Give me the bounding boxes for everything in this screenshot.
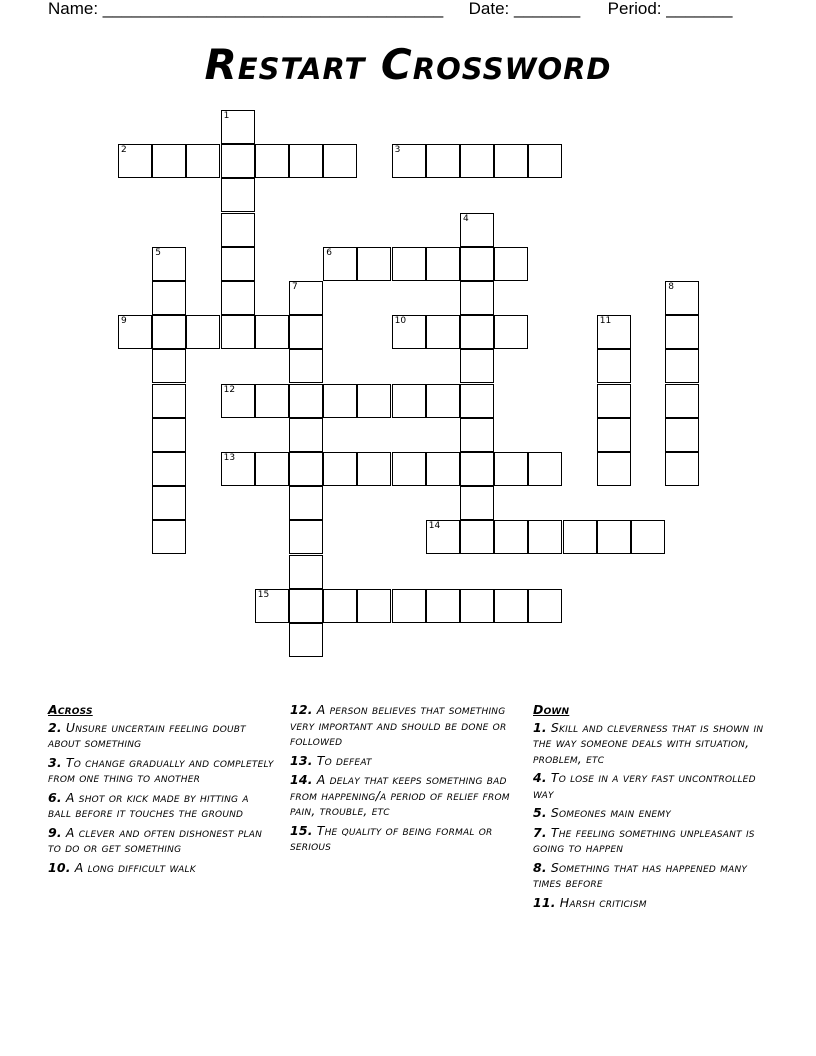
grid-cell[interactable] <box>563 520 597 554</box>
grid-cell[interactable] <box>323 247 357 281</box>
grid-cell[interactable] <box>152 452 186 486</box>
period-field-label: Period: _______ <box>607 0 733 18</box>
grid-cell[interactable] <box>426 247 460 281</box>
grid-cell[interactable] <box>665 384 699 418</box>
page-title: Restart Crossword <box>204 40 612 89</box>
grid-cell[interactable] <box>118 315 152 349</box>
grid-cell[interactable] <box>289 589 323 623</box>
grid-cell[interactable] <box>631 520 665 554</box>
grid-cell[interactable] <box>597 384 631 418</box>
cell-number: 4 <box>463 213 469 224</box>
grid-cell[interactable] <box>665 452 699 486</box>
cell-number: 12 <box>223 384 236 395</box>
cell-number: 1 <box>223 111 230 121</box>
grid-cell[interactable] <box>221 247 255 281</box>
grid-cell[interactable] <box>357 452 391 486</box>
clue-down-7: 7. The feeling something unpleasant is going to happen <box>533 824 755 855</box>
grid-cell[interactable] <box>221 110 255 144</box>
across-heading: Across <box>48 702 93 717</box>
clue-across-6: 6. A shot or kick made by hitting a ball before it touches the ground <box>48 789 249 820</box>
clue-across-15: 15. The quality of being formal or serious <box>290 822 493 853</box>
grid-cell[interactable] <box>460 589 494 623</box>
clue-down-1: 1. Skill and cleverness that is shown in the way someone deals with situation, problem, etc <box>533 719 764 766</box>
clue-across-12: 12. A person believes that something very important and should be done or followed <box>290 702 507 748</box>
grid-cell[interactable] <box>494 452 528 486</box>
grid-cell[interactable] <box>186 315 220 349</box>
cell-number: 13 <box>223 453 236 463</box>
grid-cell[interactable] <box>152 247 186 281</box>
grid-cell[interactable] <box>426 144 460 178</box>
grid-cell[interactable] <box>392 589 426 623</box>
grid-cell[interactable] <box>665 315 699 349</box>
clue-down-11: 11. Harsh criticism <box>533 894 647 910</box>
grid-cell[interactable] <box>323 144 357 178</box>
grid-cell[interactable] <box>460 418 494 452</box>
date-field-label: Date: _______ <box>468 0 581 18</box>
grid-cell[interactable] <box>221 144 255 178</box>
grid-cell[interactable] <box>221 281 255 315</box>
grid-cell[interactable] <box>426 452 460 486</box>
down-heading: Down <box>533 702 570 717</box>
grid-cell[interactable] <box>255 452 289 486</box>
grid-cell[interactable] <box>289 418 323 452</box>
grid-cell[interactable] <box>357 384 391 418</box>
grid-cell[interactable] <box>255 315 289 349</box>
grid-cell[interactable] <box>289 144 323 178</box>
grid-cell[interactable] <box>460 281 494 315</box>
cell-number: 6 <box>326 247 332 258</box>
grid-cell[interactable] <box>357 589 391 623</box>
grid-cell[interactable] <box>118 144 152 178</box>
grid-cell[interactable] <box>255 384 289 418</box>
cell-number: 14 <box>428 521 441 532</box>
cell-number: 8 <box>668 282 674 292</box>
grid-cell[interactable] <box>494 247 528 281</box>
grid-cell[interactable] <box>597 452 631 486</box>
cell-number: 15 <box>257 589 270 600</box>
grid-cell[interactable] <box>357 247 391 281</box>
grid-cell[interactable] <box>597 315 631 349</box>
grid-cell[interactable] <box>289 555 323 589</box>
grid-cell[interactable] <box>289 623 323 657</box>
grid-cell[interactable] <box>152 384 186 418</box>
grid-cell[interactable] <box>221 384 255 418</box>
grid-cell[interactable] <box>528 144 562 178</box>
clue-across-10: 10. A long difficult walk <box>48 859 196 875</box>
grid-cell[interactable] <box>152 144 186 178</box>
cell-number: 7 <box>292 282 298 292</box>
grid-cell[interactable] <box>460 384 494 418</box>
grid-cell[interactable] <box>597 418 631 452</box>
grid-cell[interactable] <box>392 384 426 418</box>
cell-number: 11 <box>599 316 612 327</box>
grid-cell[interactable] <box>221 178 255 212</box>
grid-cell[interactable] <box>221 315 255 349</box>
grid-cell[interactable] <box>152 486 186 520</box>
grid-cell[interactable] <box>289 384 323 418</box>
grid-cell[interactable] <box>460 213 494 247</box>
grid-cell[interactable] <box>460 247 494 281</box>
grid-cell[interactable] <box>460 452 494 486</box>
grid-cell[interactable] <box>426 520 460 554</box>
across-clues-column-continued <box>290 702 522 858</box>
across-clues-column <box>48 702 274 879</box>
grid-cell[interactable] <box>255 144 289 178</box>
grid-cell[interactable] <box>289 520 323 554</box>
grid-cell[interactable] <box>460 315 494 349</box>
grid-cell[interactable] <box>289 315 323 349</box>
grid-cell[interactable] <box>665 281 699 315</box>
grid-cell[interactable] <box>392 144 426 178</box>
grid-cell[interactable] <box>152 418 186 452</box>
grid-cell[interactable] <box>392 247 426 281</box>
clue-down-5: 5. Someones main enemy <box>533 805 671 820</box>
cell-number: 9 <box>121 316 127 327</box>
grid-cell[interactable] <box>289 486 323 520</box>
grid-cell[interactable] <box>255 589 289 623</box>
grid-cell[interactable] <box>289 281 323 315</box>
grid-cell[interactable] <box>289 349 323 383</box>
grid-cell[interactable] <box>494 315 528 349</box>
grid-cell[interactable] <box>665 349 699 383</box>
grid-cell[interactable] <box>494 589 528 623</box>
clue-across-2: 2. Unsure uncertain feeling doubt about something <box>48 719 246 750</box>
cell-number: 3 <box>394 145 401 156</box>
grid-cell[interactable] <box>528 452 562 486</box>
grid-cell[interactable] <box>289 452 323 486</box>
grid-cell[interactable] <box>323 384 357 418</box>
grid-cell[interactable] <box>392 315 426 349</box>
grid-cell[interactable] <box>426 384 460 418</box>
grid-cell[interactable] <box>460 144 494 178</box>
clue-across-13: 13. To defeat <box>290 752 372 768</box>
grid-cell[interactable] <box>528 589 562 623</box>
grid-cell[interactable] <box>221 452 255 486</box>
grid-cell[interactable] <box>152 520 186 554</box>
grid-cell[interactable] <box>323 452 357 486</box>
grid-cell[interactable] <box>460 520 494 554</box>
clue-across-14: 14. A delay that keeps something bad from happening/a period of relief from pain, trouble, etc <box>290 772 510 818</box>
grid-cell[interactable] <box>460 486 494 520</box>
grid-cell[interactable] <box>597 520 631 554</box>
grid-cell[interactable] <box>152 281 186 315</box>
grid-cell[interactable] <box>494 144 528 178</box>
grid-cell[interactable] <box>426 315 460 349</box>
clue-across-9: 9. A clever and often dishonest plan to do or get something <box>48 824 263 855</box>
grid-cell[interactable] <box>186 144 220 178</box>
clue-down-4: 4. To lose in a very fast uncontrolled way <box>533 770 756 801</box>
header-line <box>48 0 732 20</box>
down-clues-column <box>533 702 769 914</box>
grid-cell[interactable] <box>152 349 186 383</box>
grid-cell[interactable] <box>221 213 255 247</box>
grid-cell[interactable] <box>426 589 460 623</box>
clue-across-3: 3. To change gradually and completely from one thing to another <box>48 754 274 785</box>
grid-cell[interactable] <box>528 520 562 554</box>
grid-cell[interactable] <box>494 520 528 554</box>
cell-number: 5 <box>155 247 161 258</box>
grid-cell[interactable] <box>323 589 357 623</box>
grid-cell[interactable] <box>460 349 494 383</box>
name-field-label: Name: ____________________________________ <box>48 0 444 18</box>
grid-cell[interactable] <box>597 349 631 383</box>
cell-number: 10 <box>394 316 407 327</box>
cell-number: 2 <box>121 145 127 156</box>
clue-down-8: 8. Something that has happened many times before <box>533 859 748 890</box>
grid-cell[interactable] <box>665 418 699 452</box>
grid-cell[interactable] <box>152 315 186 349</box>
grid-cell[interactable] <box>392 452 426 486</box>
